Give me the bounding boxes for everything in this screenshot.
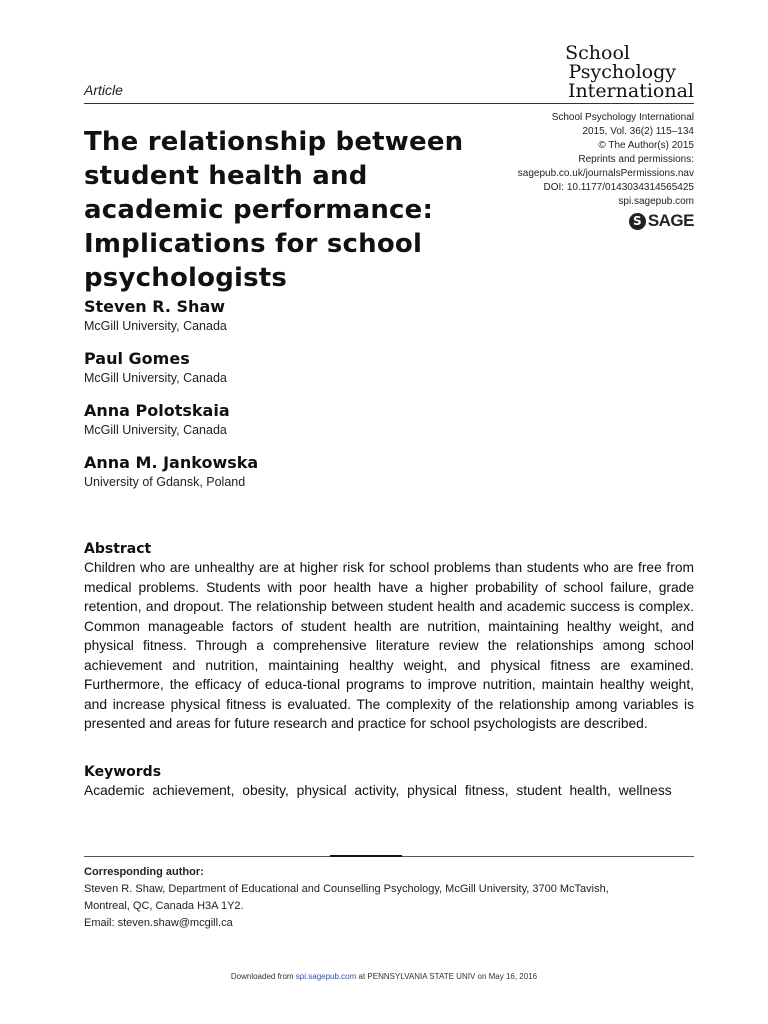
meta-permissions-link[interactable]: sagepub.co.uk/journalsPermissions.nav <box>517 168 694 179</box>
author-affiliation: University of Gdansk, Poland <box>84 475 246 489</box>
author-name: Anna M. Jankowska <box>84 453 259 472</box>
abstract-heading: Abstract <box>84 541 152 557</box>
sage-logo <box>629 211 694 231</box>
download-prefix: Downloaded from <box>230 972 296 981</box>
abstract-section <box>84 540 694 734</box>
meta-reprints: Reprints and permissions: <box>578 154 694 165</box>
sage-wordmark: SAGE <box>647 211 694 230</box>
journal-logo-line-1: School <box>565 42 630 64</box>
author-affiliation: McGill University, Canada <box>84 371 227 385</box>
meta-site-link[interactable]: spi.sagepub.com <box>618 196 694 207</box>
corresponding-address-line-2: Montreal, QC, Canada H3A 1Y2. <box>84 900 244 912</box>
corresponding-address-line-1: Steven R. Shaw, Department of Educational and Counselling Psychology, McGill University, 3700 McTavish, <box>84 883 609 895</box>
author-list <box>84 296 484 504</box>
download-stamp <box>0 972 768 981</box>
header-divider <box>84 103 694 104</box>
author-item <box>84 452 484 491</box>
author-name: Steven R. Shaw <box>84 297 226 316</box>
download-suffix: at PENNSYLVANIA STATE UNIV on May 16, 2016 <box>356 972 538 981</box>
meta-citation: 2015, Vol. 36(2) 115–134 <box>582 126 694 137</box>
keywords-text: Academic achievement, obesity, physical activity, physical fitness, student health, wellness <box>84 783 672 798</box>
article-title: The relationship between student health and academic performance: Implications for school psychologists <box>84 127 464 293</box>
abstract-text: Children who are unhealthy are at higher risk for school problems than students who are free from medical problems. Students with poor health have a higher probability of school failure, grade retention, and dropout. The relationship between student health and academic success is complex. Common manageable factors of student health are nutrition, maintaining healthy weight, and physical fitness. Through a comprehensive literature review the relationships among school achievement and nutrition, maintaining healthy weight, and physical fitness are examined. Furthermore, the efficacy of educa-tional programs to improve nutrition, maintain healthy weight, and increase physical fitness is evaluated. The complexity of the relationship among variables is presented and areas for future research and practice for school psychologists are described. <box>84 560 694 731</box>
footnote-divider-accent <box>330 855 402 857</box>
article-label: Article <box>84 82 123 98</box>
keywords-heading: Keywords <box>84 764 162 780</box>
keywords-section <box>84 763 694 801</box>
corresponding-author <box>84 864 704 932</box>
journal-logo-line-2: Psychology <box>568 61 676 83</box>
download-link[interactable]: spi.sagepub.com <box>295 972 357 981</box>
corresponding-email[interactable]: Email: steven.shaw@mcgill.ca <box>84 917 233 929</box>
meta-doi[interactable]: DOI: 10.1177/0143034314565425 <box>543 182 694 193</box>
corresponding-heading: Corresponding author: <box>84 866 204 878</box>
meta-journal: School Psychology International <box>551 112 694 123</box>
author-item <box>84 296 484 335</box>
journal-logo <box>565 44 694 101</box>
author-item <box>84 400 484 439</box>
meta-copyright: © The Author(s) 2015 <box>598 140 694 151</box>
author-item <box>84 348 484 387</box>
journal-logo-line-3: International <box>567 80 694 102</box>
author-name: Anna Polotskaia <box>84 401 230 420</box>
author-name: Paul Gomes <box>84 349 190 368</box>
sage-icon: S <box>629 213 646 230</box>
author-affiliation: McGill University, Canada <box>84 319 227 333</box>
author-affiliation: McGill University, Canada <box>84 423 227 437</box>
